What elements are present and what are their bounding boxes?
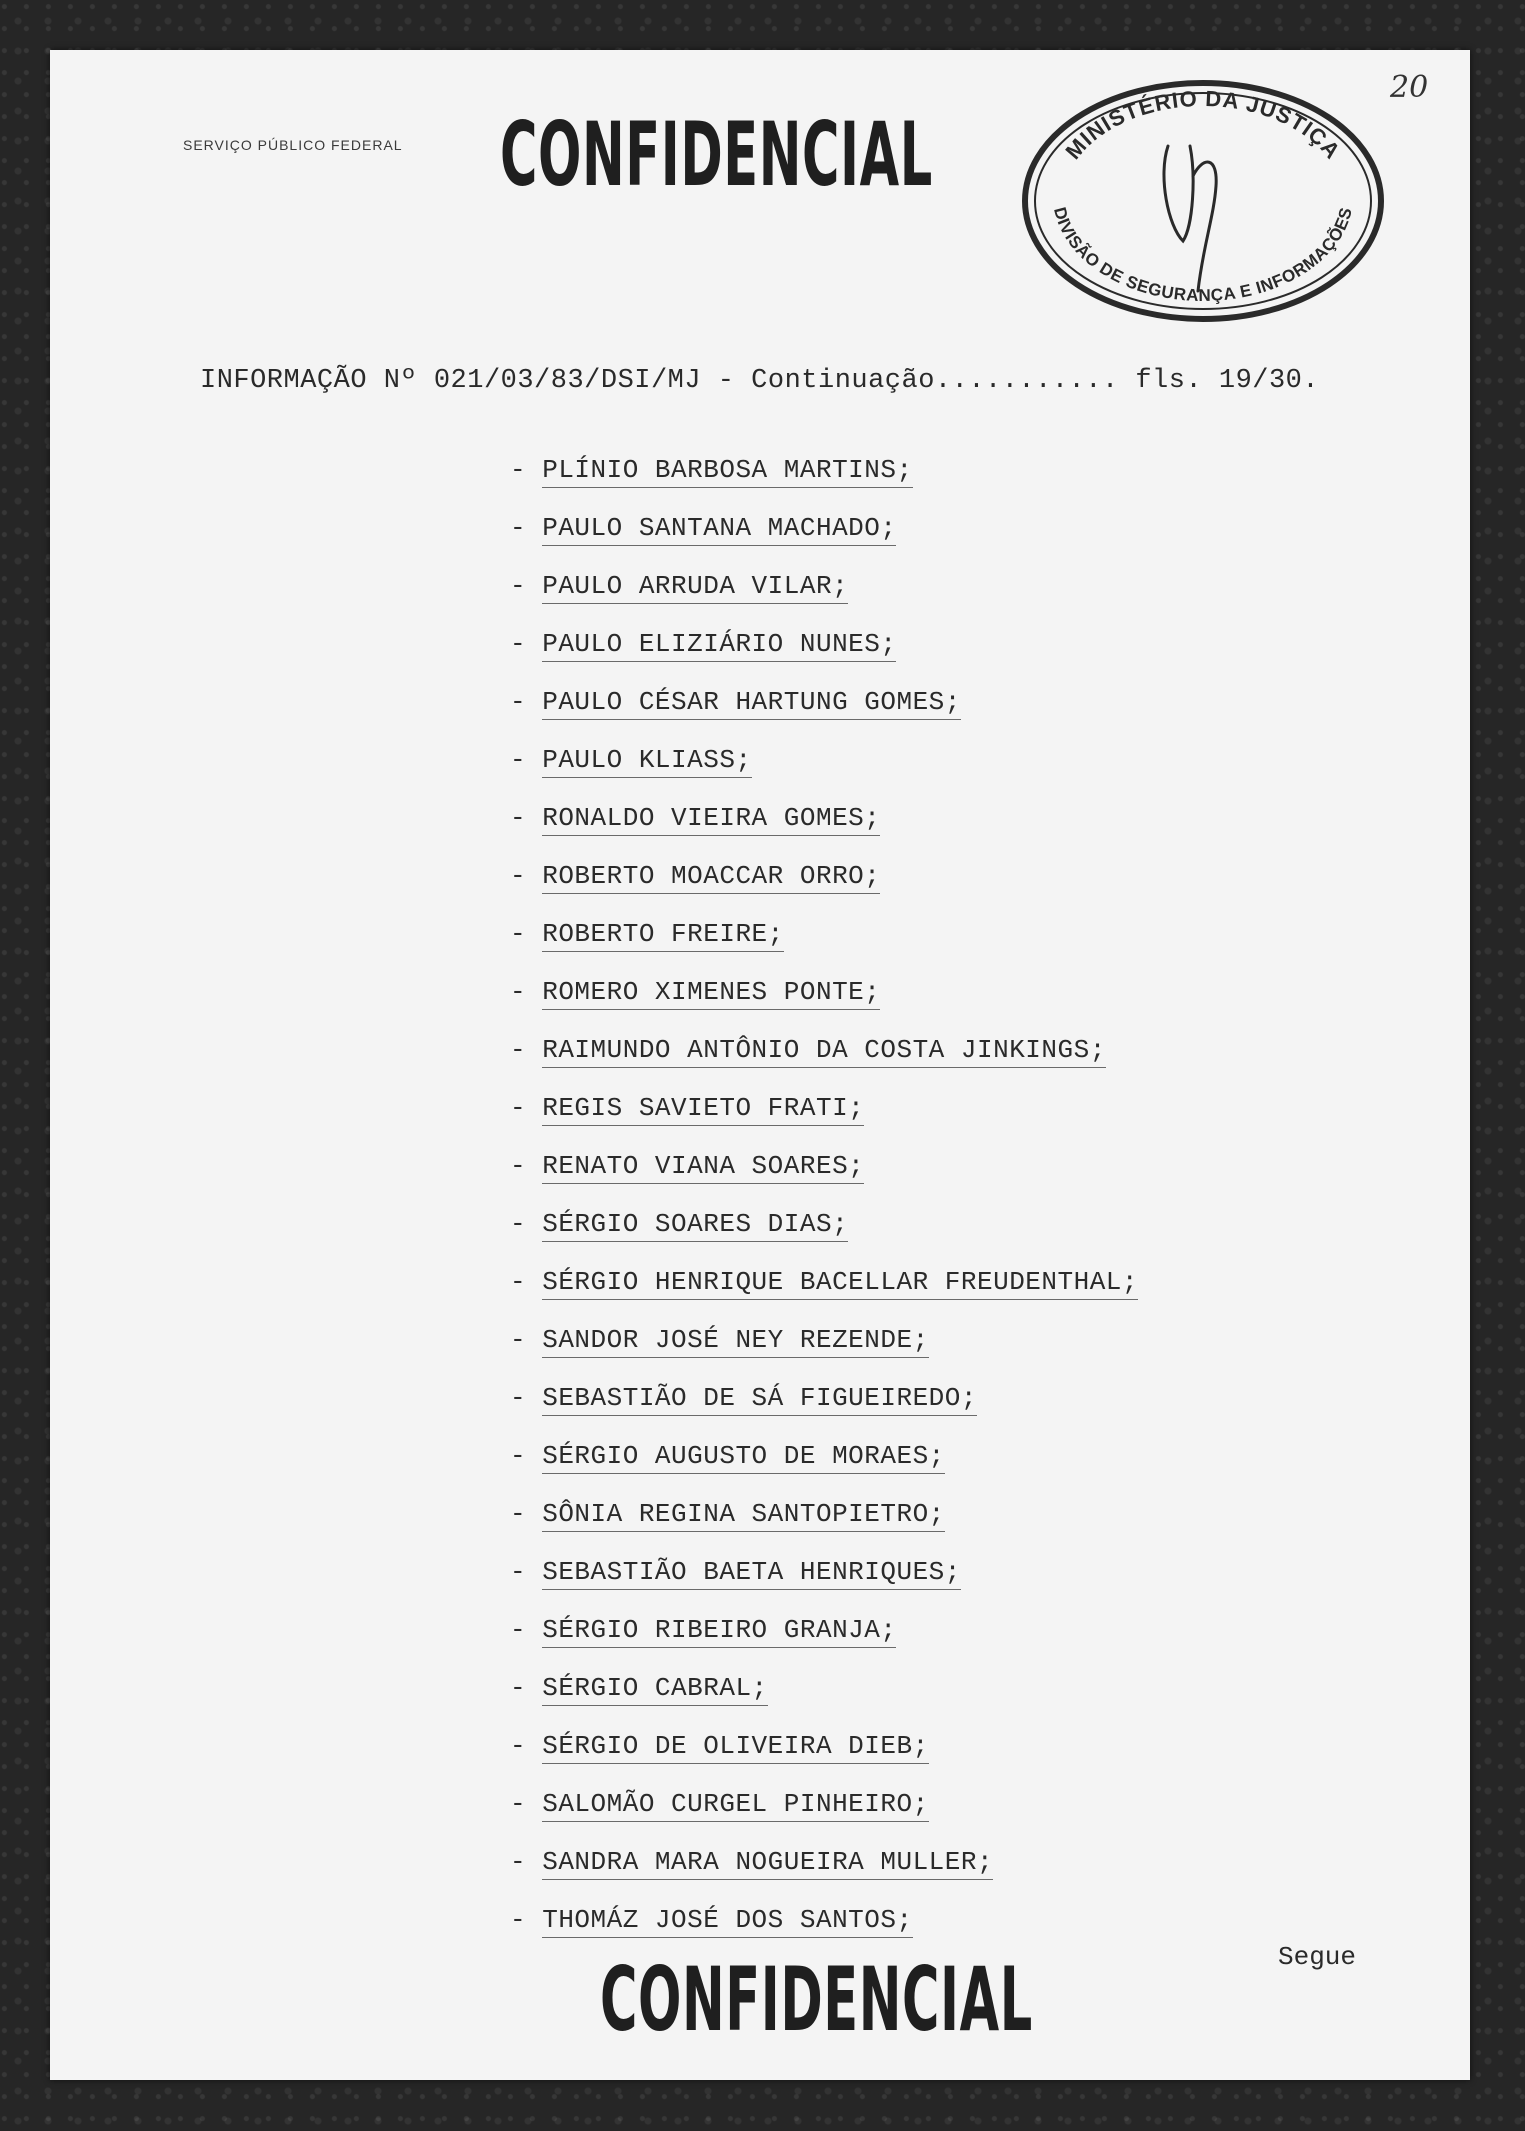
name-list-item xyxy=(510,1784,1138,1842)
list-dash: - xyxy=(510,513,543,543)
person-name: SÉRGIO RIBEIRO GRANJA; xyxy=(542,1615,896,1648)
person-name: SALOMÃO CURGEL PINHEIRO; xyxy=(542,1789,928,1822)
list-dash: - xyxy=(510,1383,543,1413)
person-name: PLÍNIO BARBOSA MARTINS; xyxy=(542,455,912,488)
confidential-stamp-top: CONFIDENCIAL xyxy=(500,103,933,206)
person-name: THOMÁZ JOSÉ DOS SANTOS; xyxy=(542,1905,912,1938)
list-dash: - xyxy=(510,1035,543,1065)
name-list-item xyxy=(510,624,1138,682)
person-name: ROBERTO FREIRE; xyxy=(542,919,784,952)
person-name: ROMERO XIMENES PONTE; xyxy=(542,977,880,1010)
name-list-item xyxy=(510,1552,1138,1610)
name-list-item xyxy=(510,1668,1138,1726)
person-name: PAULO SANTANA MACHADO; xyxy=(542,513,896,546)
name-list-item xyxy=(510,1378,1138,1436)
person-name: RENATO VIANA SOARES; xyxy=(542,1151,864,1184)
list-dash: - xyxy=(510,1441,543,1471)
ministry-seal-stamp xyxy=(1018,76,1388,326)
name-list-item xyxy=(510,508,1138,566)
list-dash: - xyxy=(510,1267,543,1297)
name-list-item xyxy=(510,972,1138,1030)
person-name: SEBASTIÃO BAETA HENRIQUES; xyxy=(542,1557,961,1590)
name-list-item xyxy=(510,1262,1138,1320)
seal-bottom-text: DIVISÃO DE SEGURANÇA E INFORMAÇÕES xyxy=(1050,205,1356,306)
information-reference-line: INFORMAÇÃO Nº 021/03/83/DSI/MJ - Continuação........... fls. 19/30. xyxy=(200,366,1320,396)
name-list-item xyxy=(510,1204,1138,1262)
person-name: PAULO ELIZIÁRIO NUNES; xyxy=(542,629,896,662)
list-dash: - xyxy=(510,919,543,949)
name-list-item xyxy=(510,1494,1138,1552)
name-list-item xyxy=(510,1436,1138,1494)
person-name: SANDRA MARA NOGUEIRA MULLER; xyxy=(542,1847,993,1880)
name-list-item xyxy=(510,740,1138,798)
list-dash: - xyxy=(510,977,543,1007)
name-list-item xyxy=(510,1726,1138,1784)
svg-text:MINISTÉRIO DA JUSTIÇA xyxy=(1060,86,1345,164)
name-list-item xyxy=(510,1030,1138,1088)
person-name: SÔNIA REGINA SANTOPIETRO; xyxy=(542,1499,945,1532)
person-name: RAIMUNDO ANTÔNIO DA COSTA JINKINGS; xyxy=(542,1035,1106,1068)
name-list-item xyxy=(510,566,1138,624)
list-dash: - xyxy=(510,1499,543,1529)
list-dash: - xyxy=(510,1673,543,1703)
person-name: SANDOR JOSÉ NEY REZENDE; xyxy=(542,1325,928,1358)
list-dash: - xyxy=(510,629,543,659)
name-list-item xyxy=(510,1088,1138,1146)
list-dash: - xyxy=(510,687,543,717)
handwritten-page-number: 20 xyxy=(1390,70,1429,105)
names-list xyxy=(510,450,1138,1958)
name-list-item xyxy=(510,914,1138,972)
confidential-stamp-bottom: CONFIDENCIAL xyxy=(600,1948,1033,2051)
person-name: SEBASTIÃO DE SÁ FIGUEIREDO; xyxy=(542,1383,977,1416)
person-name: REGIS SAVIETO FRATI; xyxy=(542,1093,864,1126)
list-dash: - xyxy=(510,861,543,891)
list-dash: - xyxy=(510,1731,543,1761)
person-name: SÉRGIO AUGUSTO DE MORAES; xyxy=(542,1441,945,1474)
name-list-item xyxy=(510,1320,1138,1378)
service-label: SERVIÇO PÚBLICO FEDERAL xyxy=(183,137,403,153)
list-dash: - xyxy=(510,1847,543,1877)
list-dash: - xyxy=(510,1557,543,1587)
list-dash: - xyxy=(510,803,543,833)
name-list-item xyxy=(510,1610,1138,1668)
seal-top-text: MINISTÉRIO DA JUSTIÇA xyxy=(1060,85,1346,164)
list-dash: - xyxy=(510,455,543,485)
person-name: PAULO CÉSAR HARTUNG GOMES; xyxy=(542,687,961,720)
continue-label: Segue xyxy=(1278,1942,1357,1972)
list-dash: - xyxy=(510,1905,543,1935)
person-name: PAULO ARRUDA VILAR; xyxy=(542,571,848,604)
person-name: ROBERTO MOACCAR ORRO; xyxy=(542,861,880,894)
name-list-item xyxy=(510,798,1138,856)
list-dash: - xyxy=(510,745,543,775)
person-name: SÉRGIO DE OLIVEIRA DIEB; xyxy=(542,1731,928,1764)
list-dash: - xyxy=(510,571,543,601)
list-dash: - xyxy=(510,1615,543,1645)
list-dash: - xyxy=(510,1151,543,1181)
handwritten-initial-mark xyxy=(1164,146,1216,291)
person-name: RONALDO VIEIRA GOMES; xyxy=(542,803,880,836)
list-dash: - xyxy=(510,1093,543,1123)
person-name: SÉRGIO HENRIQUE BACELLAR FREUDENTHAL; xyxy=(542,1267,1138,1300)
list-dash: - xyxy=(510,1789,543,1819)
name-list-item xyxy=(510,1842,1138,1900)
name-list-item xyxy=(510,682,1138,740)
person-name: SÉRGIO CABRAL; xyxy=(542,1673,767,1706)
list-dash: - xyxy=(510,1325,543,1355)
list-dash: - xyxy=(510,1209,543,1239)
person-name: PAULO KLIASS; xyxy=(542,745,751,778)
name-list-item xyxy=(510,856,1138,914)
name-list-item xyxy=(510,1146,1138,1204)
person-name: SÉRGIO SOARES DIAS; xyxy=(542,1209,848,1242)
name-list-item xyxy=(510,450,1138,508)
